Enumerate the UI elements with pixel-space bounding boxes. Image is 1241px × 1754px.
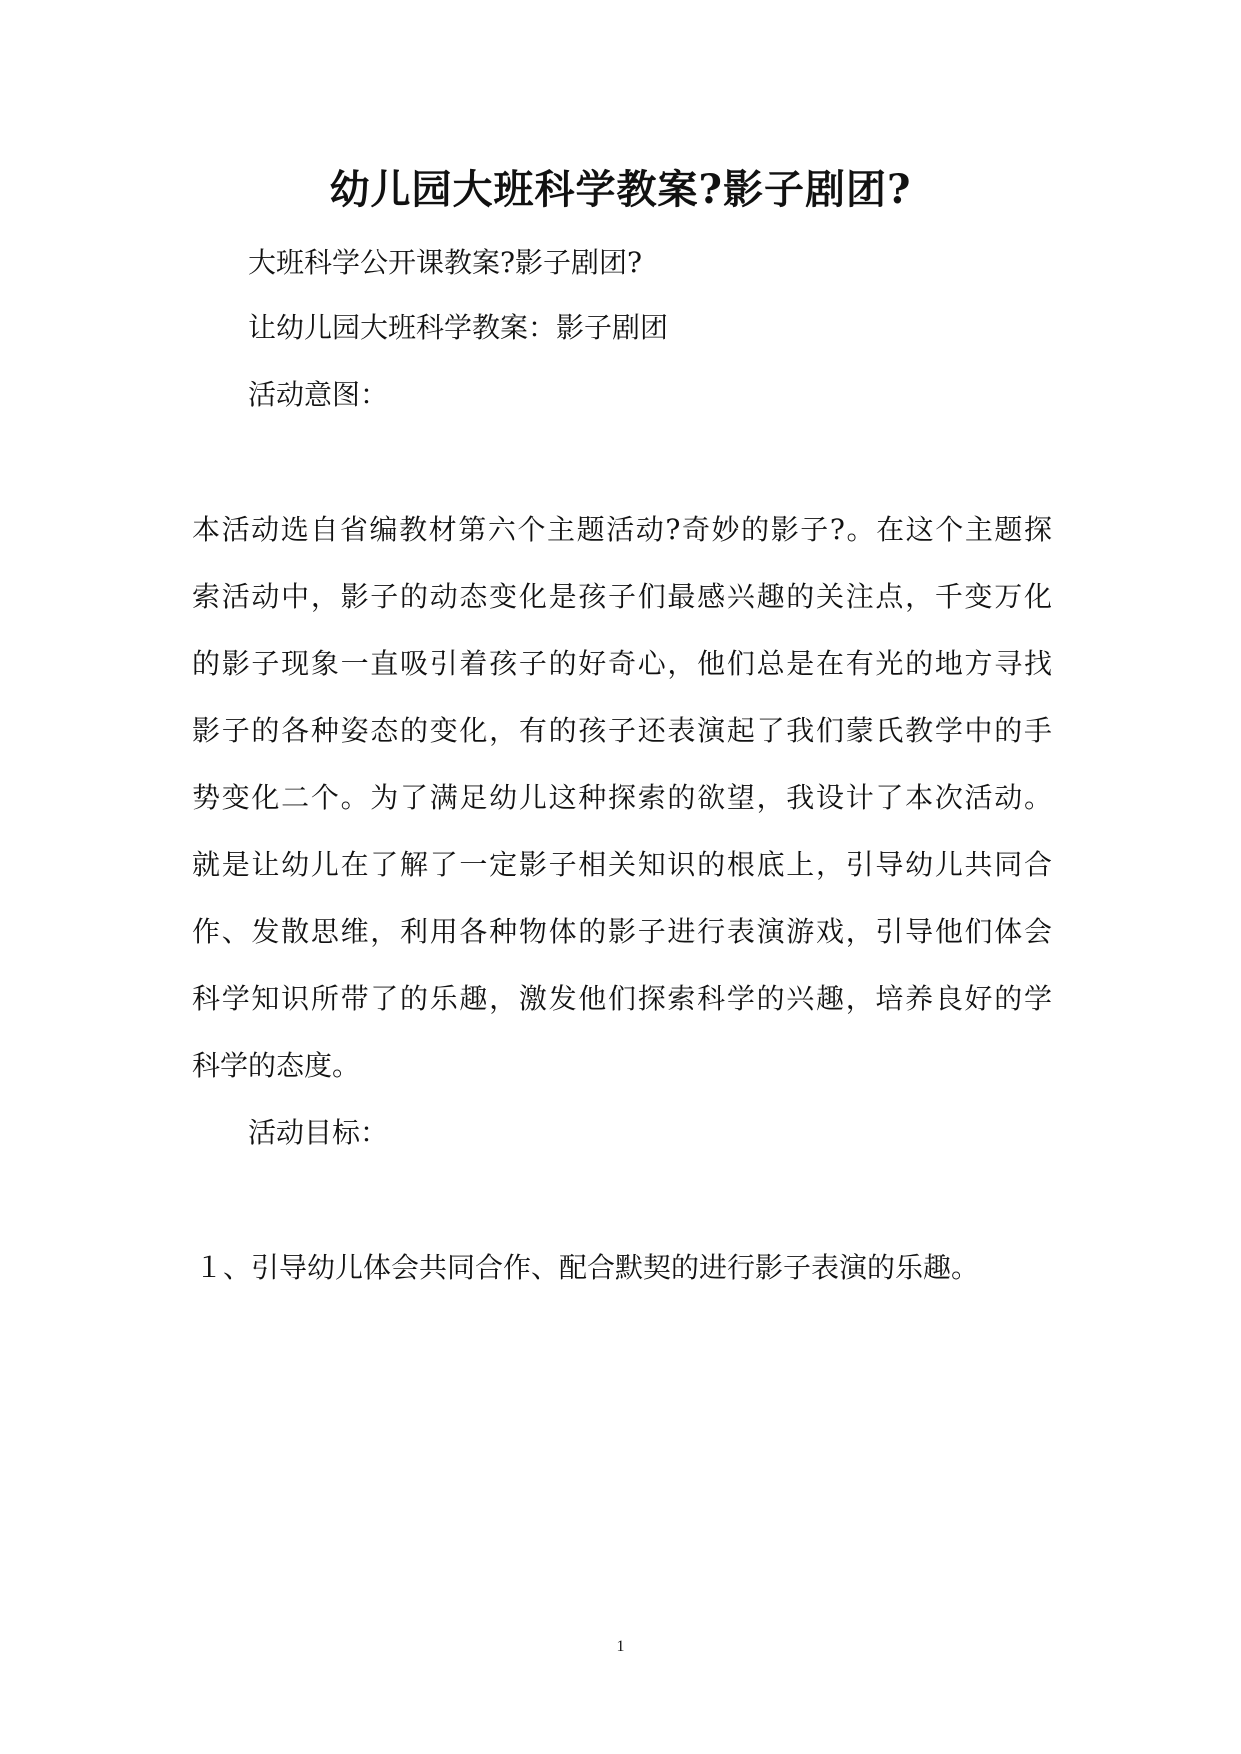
intent-paragraph-line: 本活动选自省编教材第六个主题活动?奇妙的影子?。在这个主题探 bbox=[192, 513, 1052, 546]
intent-paragraph-line: 科学的态度。 bbox=[192, 1049, 361, 1082]
page-number: 1 bbox=[616, 1638, 625, 1655]
goal-item-1: １、引导幼儿体会共同合作、配合默契的进行影子表演的乐趣。 bbox=[195, 1251, 980, 1284]
intent-paragraph-line: 就是让幼儿在了解了一定影子相关知识的根底上，引导幼儿共同合 bbox=[192, 848, 1052, 881]
document-title: 幼儿园大班科学教案?影子剧团? bbox=[329, 166, 912, 213]
subtitle-line-2: 让幼儿园大班科学教案：影子剧团 bbox=[248, 311, 669, 344]
subtitle-line-1: 大班科学公开课教案?影子剧团? bbox=[248, 246, 643, 279]
intent-paragraph-line: 的影子现象一直吸引着孩子的好奇心，他们总是在有光的地方寻找 bbox=[192, 647, 1052, 680]
intent-paragraph-line: 作、发散思维，利用各种物体的影子进行表演游戏，引导他们体会 bbox=[192, 915, 1052, 948]
intent-paragraph-line: 索活动中，影子的动态变化是孩子们最感兴趣的关注点，千变万化 bbox=[192, 580, 1052, 613]
intent-paragraph-line: 势变化二个。为了满足幼儿这种探索的欲望，我设计了本次活动。 bbox=[192, 781, 1052, 814]
intent-paragraph-line: 影子的各种姿态的变化，有的孩子还表演起了我们蒙氏教学中的手 bbox=[192, 714, 1052, 747]
intent-paragraph-line: 科学知识所带了的乐趣，激发他们探索科学的兴趣，培养良好的学 bbox=[192, 982, 1052, 1015]
intent-heading: 活动意图： bbox=[248, 378, 389, 411]
goals-heading: 活动目标： bbox=[248, 1116, 389, 1149]
